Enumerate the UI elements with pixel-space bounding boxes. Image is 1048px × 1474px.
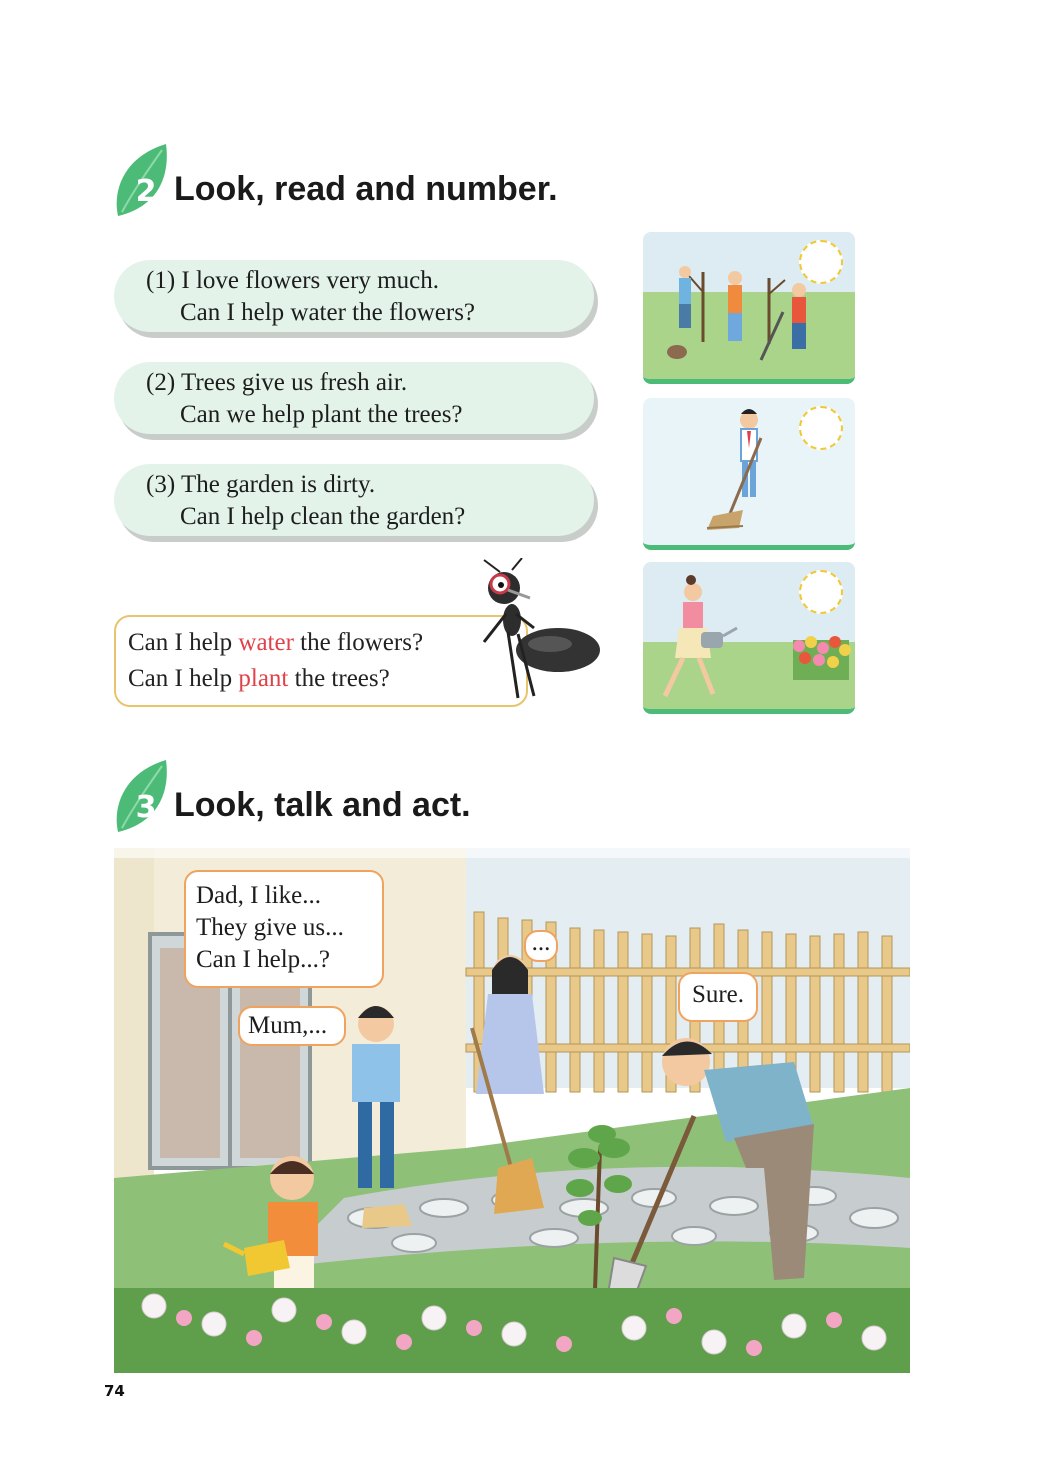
section-number: 2 <box>135 174 157 209</box>
sentence-line: Can we help plant the trees? <box>180 401 463 428</box>
sentence-bubble-1 <box>114 260 594 332</box>
sentence-line: (1) I love flowers very much. <box>146 267 439 294</box>
highlight-verb: water <box>238 629 294 656</box>
pattern-row-2 <box>128 661 390 697</box>
pattern-text: Can I help <box>128 629 239 656</box>
sentence-line: (3) The garden is dirty. <box>146 471 376 498</box>
picture-card-sweeping <box>643 398 855 550</box>
speech-bubble-boy <box>184 870 384 988</box>
sentence-line: (2) Trees give us fresh air. <box>146 369 408 396</box>
speech-line: Dad, I like... <box>196 882 321 909</box>
section-title: Look, talk and act. <box>174 786 471 824</box>
sentence-line: Can I help clean the garden? <box>180 503 466 530</box>
pattern-text: Can I help <box>128 665 239 692</box>
section-title: Look, read and number. <box>174 170 558 208</box>
garden-scene-illustration <box>114 848 910 1373</box>
speech-line: Mum,... <box>248 1012 328 1039</box>
sentence-bubble-3 <box>114 464 594 536</box>
ant-mascot-icon <box>478 558 606 706</box>
speech-bubble-dad <box>678 972 758 1022</box>
speech-line: They give us... <box>196 914 344 941</box>
pattern-row-1 <box>128 625 423 661</box>
picture-card-watering <box>643 562 855 714</box>
sentence-bubble-2 <box>114 362 594 434</box>
section-3-header <box>112 760 712 840</box>
pattern-text: the trees? <box>288 665 390 692</box>
highlight-verb: plant <box>238 665 289 692</box>
section-2-header <box>112 144 712 224</box>
picture-card-planting <box>643 232 855 384</box>
speech-bubble-small-boy <box>238 1006 346 1046</box>
number-answer-circle[interactable] <box>799 406 843 450</box>
pattern-text: the flowers? <box>293 629 424 656</box>
speech-bubble-girl <box>524 930 558 962</box>
sentence-pattern-box <box>114 615 528 707</box>
number-answer-circle[interactable] <box>799 570 843 614</box>
page-number: 74 <box>104 1382 125 1400</box>
sentence-line: Can I help water the flowers? <box>180 299 476 326</box>
section-number: 3 <box>135 790 157 825</box>
speech-line: Sure. <box>691 981 745 1008</box>
speech-line: Can I help...? <box>196 946 330 973</box>
speech-line: ... <box>531 929 551 956</box>
number-answer-circle[interactable] <box>799 240 843 284</box>
